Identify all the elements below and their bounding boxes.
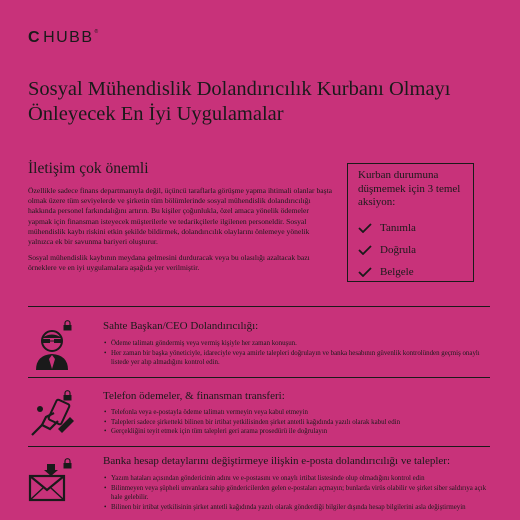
lock-icon (63, 320, 72, 331)
intro-paragraph: Özellikle sadece finans departmanıyla değil, üçüncü taraflarla görüşme yapma ihtimali olanlar başta olmak üzere tüm seviyelerde ve şirketin tüm bölümlerinde sosyal mühendislik dolandırıcılığı hakkında personel farkındalığını artırın. Bu kişiler çoğunlukla, özel amaca yönelik ödemeler yapmak için finansman isteyecek müşterilerle ve tedarikçilerle ilgilenen personeldir. Sosyal mühendislik kaybı riskini etkin şekilde bildirmek, dolandırıcılık olaylarını önlemeye yönelik yalnızca ek bir savunma bariyeri oluşturur. (28, 186, 333, 247)
checkmark-icon (358, 223, 372, 233)
section-divider (28, 377, 490, 378)
logo-text: HUBB (43, 29, 94, 46)
section-bullet: • Gerçekliğini teyit etmek için tüm talepleri geri arama prosedürü ile doğrulayın (103, 427, 488, 437)
company-logo (28, 29, 100, 47)
section-bullet: • Talepleri sadece şirketteki bilinen bir irtibat yetkilisinden şirket antetli kağıdında yazılı olarak kabul edin (103, 418, 488, 428)
section-title: Telefon ödemeler, & finansman transferi: (103, 390, 285, 402)
section-title: Sahte Başkan/CEO Dolandırıcılığı: (103, 320, 259, 332)
section-bullet: • Telefonla veya e-postayla ödeme talimatı vermeyin veya kabul etmeyin (103, 408, 488, 418)
key-action-item (358, 239, 463, 261)
page-title: Sosyal Mühendislik Dolandırıcılık Kurbanı Olmayı Önleyecek En İyi Uygulamalar (28, 78, 451, 125)
section-bullet: • Bilinen bir irtibat yetkilisinin şirket antetli kağıdında yazılı olarak gönderdiği bilgiler dışında hesap bilgilerini asla değiştirmeyin (103, 503, 488, 513)
section-divider (28, 306, 490, 307)
section-bullets (103, 408, 488, 437)
section-bullets (103, 339, 488, 368)
phone-transfer-icon (28, 395, 76, 441)
key-action-label: Belgele (380, 265, 414, 278)
key-action-item (358, 217, 463, 239)
ceo-icon (28, 325, 76, 371)
section-bullets (103, 474, 488, 512)
section-bullet: • Yazım hataları açısından göndericinin adını ve e-postasını ve onaylı irtibat listesinde olup olmadığını kontrol edin (103, 474, 488, 484)
section-bullet: • Ödeme talimatı göndermiş veya vermiş kişiyle her zaman konuşun. (103, 339, 488, 349)
logo-mark: C (28, 29, 42, 46)
checkmark-icon (358, 267, 372, 277)
key-action-label: Doğrula (380, 243, 417, 256)
lock-icon (63, 458, 72, 469)
key-actions-list (358, 217, 463, 283)
section-title: Banka hesap detaylarını değiştirmeye ilişkin e-posta dolandırıcılığı ve talepler: (103, 455, 451, 467)
intro-paragraph: Sosyal mühendislik kaybının meydana gelmesini durduracak veya bu olasılığı azaltacak bazı örneklere ve en iyi uygulamalara aşağıda yer verilmiştir. (28, 253, 310, 273)
intro-heading: İletişim çok önemli (28, 160, 149, 177)
key-action-label: Tanımla (380, 221, 416, 234)
checkmark-icon (358, 245, 372, 255)
section-divider (28, 446, 490, 447)
logo-trademark: ® (94, 29, 100, 35)
section-bullet: • Her zaman bir başka yöneticiyle, idareciyle veya amirle talepleri doğrulayın ve banka hesabının güvenlik kontrolünden geçmiş onaylı listede yer alıp almadığını kontrol edin. (103, 349, 488, 368)
key-actions-title: Kurban durumuna düşmemek için 3 temel aksiyon: (358, 169, 461, 208)
section-bullet: • Bilinmeyen veya şüpheli unvanlara sahip göndericilerden gelen e-postaları açmayın; bunlarda virüs olabilir ve şirket siber saldırıya açık hale gelebilir. (103, 484, 488, 503)
key-actions-box (347, 163, 474, 282)
intro-text (28, 186, 333, 280)
lock-icon (63, 390, 72, 401)
key-action-item (358, 261, 463, 283)
